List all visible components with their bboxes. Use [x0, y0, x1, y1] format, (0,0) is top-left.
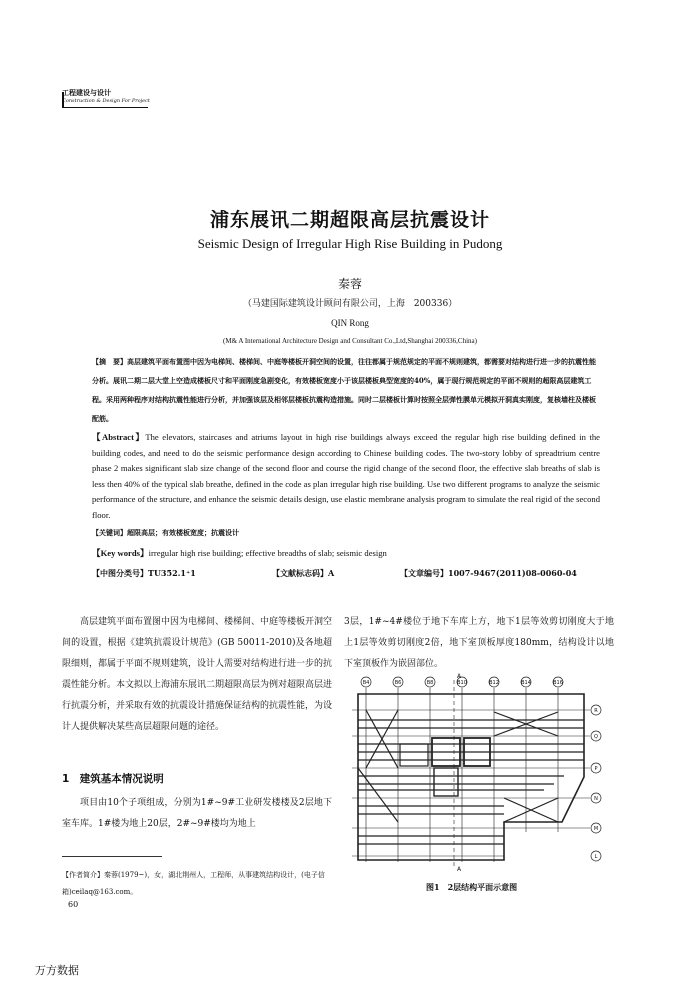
abstract-en-text: The elevators, staircases and atriums layout in high rise buildings always exceed the regular high rise building defined in the building codes, and need to do the seismic performance design according to Chinese building codes. The two-story lobby of spreadtrium centre phase 2 makes significant slab size change of the second floor and course the rigid change of the second floor, the effective slab breaths of slab is less then 40% of the typical slab breathe, defined in the code as plan irregular high rise building. Use two different programs to analyze the seismic performance of the structure, and enhance the seismic details design, use elastic membrane analysis program to simulate the real rigid of the second floor.: [92, 432, 600, 520]
axis-label-right: Q: [594, 734, 598, 740]
keywords-en-label: 【Key words】: [92, 548, 149, 558]
keywords-cn: [92, 528, 239, 538]
cls-label: 【中图分类号】: [92, 568, 148, 578]
abstract-cn: [92, 352, 600, 428]
body-paragraph-1: [62, 612, 332, 738]
axis-label-top: B12: [489, 680, 499, 686]
watermark-footer: 万方数据: [35, 964, 79, 977]
affiliation-en: (M& A International Architecture Design and Consultant Co.,Ltd,Shanghai 200336,China): [223, 337, 477, 345]
abstract-en-label: 【Abstract】: [92, 432, 146, 442]
body-paragraph-3: [344, 612, 614, 675]
axis-label-right: M: [593, 826, 599, 832]
footnote-rule: [62, 856, 162, 857]
abstract-cn-text: 高层建筑平面布置图中因为电梯间、楼梯间、中庭等楼板开洞空间的设置，往往都属于规范规定的平面不规则建筑，都需要对结构进行进一步的抗震性能分析。展讯二期二层大堂上空造成楼板尺寸和平面刚度急剧变化，有效楼板宽度小于该层楼板典型宽度的40%，属于现行规范规定的平面不规则的超限高层建筑工程。采用两种程序对结构抗震性能进行分析，并加强该层及相邻层楼板抗震构造措施。同时二层楼板计算时按照全层弹性膜单元模拟开洞真实刚度，复核墙柱及楼板配筋。: [92, 357, 596, 423]
doc-code: [272, 568, 334, 579]
section-heading: 1 建筑基本情况说明: [62, 773, 164, 785]
journal-name: 工程建设与设计: [62, 89, 111, 97]
axis-label-top: B14: [521, 680, 531, 686]
section-label-top: A: [457, 673, 462, 680]
body-p2-text: 项目由10个子项组成，分别为1#~9#工业研发楼楼及2层地下室车库。1#楼为地上20层，2#~9#楼均为地上: [62, 798, 332, 829]
paper-title: 浦东展讯二期超限高层抗震设计: [209, 209, 490, 231]
page-number: 60: [68, 900, 79, 909]
cls-value: TU352.1⁺1: [148, 568, 196, 578]
section-label-bottom: A: [457, 866, 462, 872]
axis-label-top: B10: [457, 680, 467, 686]
article-label: 【文章编号】: [400, 568, 448, 578]
journal-name-en: Construction & Design For Project: [62, 98, 150, 104]
author-footnote: 【作者简介】秦蓉(1979~)，女，湖北荆州人，工程师，从事建筑结构设计，(电子信箱)ceilaq@163.com。: [62, 871, 325, 896]
axis-label-top: B4: [362, 680, 370, 686]
body-p3-text: 3层，1#~4#楼位于地下车库上方，地下1层等效剪切刚度大于地上1层等效剪切刚度2倍，地下室顶板厚度180mm，结构设计以地下室顶板作为嵌固部位。: [344, 617, 614, 669]
keywords-cn-label: 【关键词】: [92, 528, 127, 537]
affiliation: （马建国际建筑设计顾问有限公司，上海 200336）: [242, 299, 458, 309]
article-number: [400, 568, 577, 579]
axis-label-top: B6: [394, 680, 402, 686]
keywords-cn-text: 超限高层；有效楼板宽度；抗震设计: [127, 528, 239, 537]
axis-label-top: B16: [553, 680, 563, 686]
axis-label-right: R: [594, 708, 598, 714]
classification: [92, 568, 196, 579]
body-p1-text: 高层建筑平面布置图中因为电梯间、楼梯间、中庭等楼板开洞空间的设置，根据《建筑抗震设计规范》(GB 50011-2010)及各地超限细则，都属于平面不规则建筑，设计人需要对结构进行进一步的抗震性能分析。本文拟以上海浦东展讯二期超限高层为例对超限高层进行抗震分析，并采取有效的抗震设计措施保证结构的抗震性能，为设计人提供解决某些高层超限问题的途径。: [62, 617, 333, 732]
keywords-en: [92, 547, 387, 559]
author: 秦蓉: [337, 277, 362, 291]
doc-value: A: [328, 568, 335, 578]
abstract-en: [92, 430, 600, 523]
axis-label-right: L: [594, 854, 598, 860]
keywords-en-text: irregular high rise building; effective breadths of slab; seismic design: [148, 548, 387, 558]
paper-title-en: Seismic Design of Irregular High Rise Building in Pudong: [197, 236, 503, 251]
axis-label-right: N: [594, 796, 598, 802]
structural-plan-figure: [344, 672, 612, 872]
article-value: 1007-9467(2011)08-0060-04: [448, 568, 577, 578]
axis-label-right: P: [594, 766, 598, 772]
body-paragraph-2: [62, 793, 332, 835]
doc-label: 【文献标志码】: [272, 568, 328, 578]
abstract-cn-label: 【摘 要】: [92, 357, 127, 366]
axis-label-top: B8: [426, 680, 434, 686]
author-en: QIN Rong: [331, 318, 369, 328]
header-rule: [62, 107, 148, 108]
figure-caption: 图1 2层结构平面示意图: [426, 882, 518, 892]
